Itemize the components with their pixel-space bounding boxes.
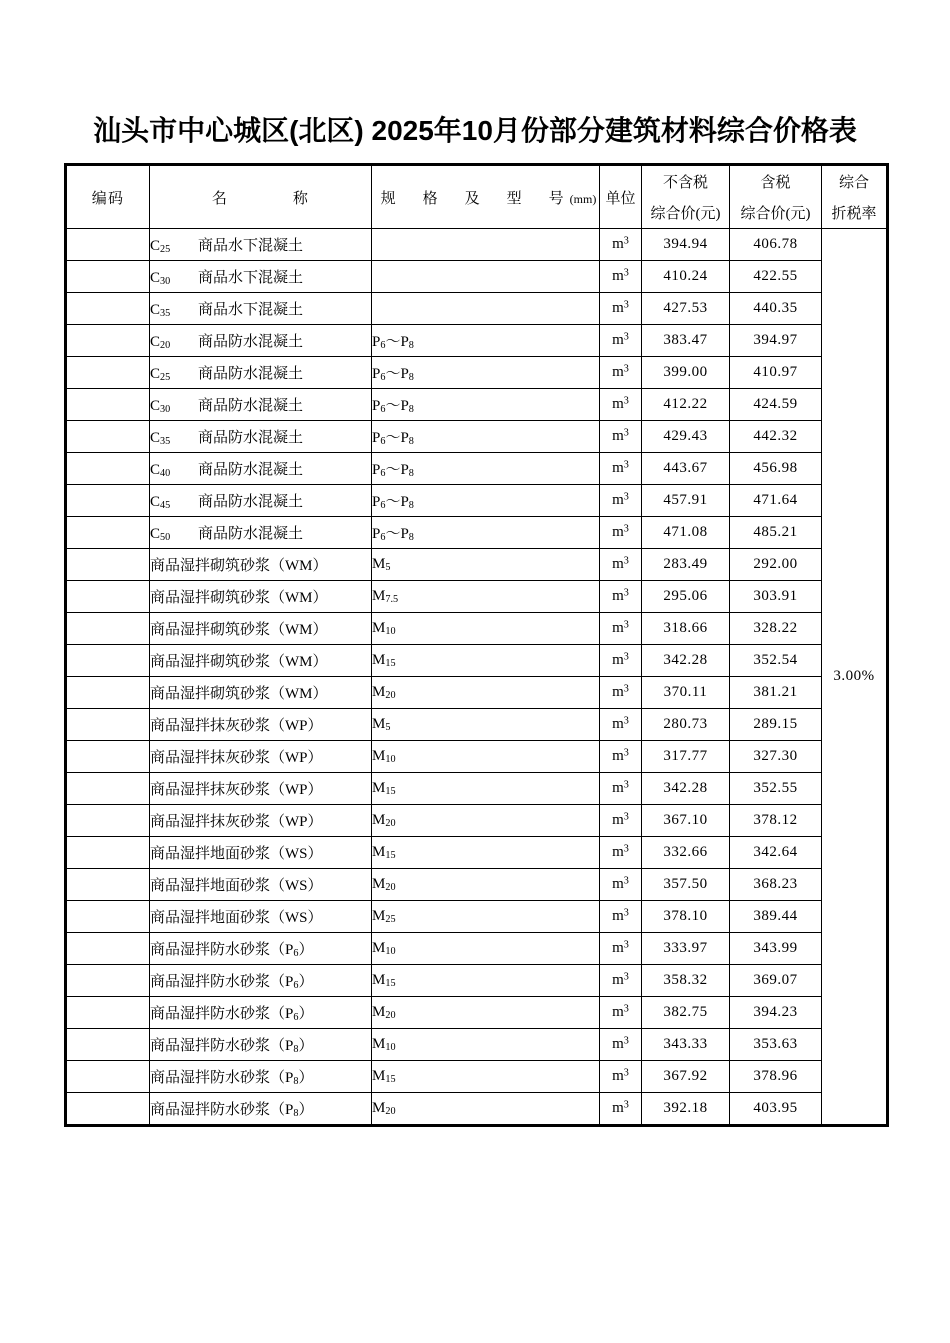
table-row (66, 709, 888, 741)
cell-unit: $m^3$ (600, 805, 642, 837)
cell-code (66, 997, 150, 1029)
cell-posttax-price: 343.99 (730, 933, 822, 965)
cell-posttax-price: 424.59 (730, 389, 822, 421)
cell-pretax-price: 280.73 (642, 709, 730, 741)
cell-pretax-price: 342.28 (642, 645, 730, 677)
cell-posttax-price: 422.55 (730, 261, 822, 293)
cell-pretax-price: 317.77 (642, 741, 730, 773)
cell-spec: $M_{20}$ (372, 997, 600, 1029)
cell-posttax-price: 378.96 (730, 1061, 822, 1093)
cell-code (66, 741, 150, 773)
cell-unit: $m^3$ (600, 741, 642, 773)
table-row (66, 965, 888, 997)
cell-unit: $m^3$ (600, 229, 642, 261)
cell-posttax-price: 378.12 (730, 805, 822, 837)
table-row (66, 261, 888, 293)
cell-unit: $m^3$ (600, 517, 642, 549)
header-label-pretax-top: 不含税 (662, 175, 708, 191)
cell-name: 商品湿拌砌筑砂浆（WM） (150, 581, 372, 613)
table-row (66, 581, 888, 613)
cell-name: 商品湿拌抹灰砂浆（WP） (150, 773, 372, 805)
header-label-posttax-bottom: 综合价(元) (740, 206, 811, 222)
cell-unit: $m^3$ (600, 1029, 642, 1061)
cell-spec (372, 229, 600, 261)
cell-code (66, 965, 150, 997)
cell-posttax-price: 410.97 (730, 357, 822, 389)
cell-spec: $M_{15}$ (372, 645, 600, 677)
cell-unit: $m^3$ (600, 709, 642, 741)
cell-name: $C_{50}$ 商品防水混凝土 (150, 517, 372, 549)
cell-pretax-price: 429.43 (642, 421, 730, 453)
cell-code (66, 901, 150, 933)
cell-name: 商品湿拌抹灰砂浆（WP） (150, 741, 372, 773)
cell-posttax-price: 471.64 (730, 485, 822, 517)
cell-code (66, 1093, 150, 1126)
cell-pretax-price: 283.49 (642, 549, 730, 581)
cell-pretax-price: 318.66 (642, 613, 730, 645)
cell-unit: $m^3$ (600, 357, 642, 389)
cell-code (66, 805, 150, 837)
cell-spec: $M_{20}$ (372, 1093, 600, 1126)
cell-posttax-price: 389.44 (730, 901, 822, 933)
table-row (66, 1061, 888, 1093)
cell-spec: $P_6\sim P_8$ (372, 485, 600, 517)
cell-code (66, 933, 150, 965)
cell-posttax-price: 394.23 (730, 997, 822, 1029)
cell-posttax-price: 442.32 (730, 421, 822, 453)
cell-code (66, 1061, 150, 1093)
cell-name: 商品湿拌砌筑砂浆（WM） (150, 549, 372, 581)
cell-spec: $P_6\sim P_8$ (372, 453, 600, 485)
cell-unit: $m^3$ (600, 901, 642, 933)
cell-spec: $M_{15}$ (372, 773, 600, 805)
table-row (66, 901, 888, 933)
cell-unit: $m^3$ (600, 1093, 642, 1126)
cell-name: 商品湿拌抹灰砂浆（WP） (150, 709, 372, 741)
cell-spec: $M_{10}$ (372, 933, 600, 965)
cell-pretax-price: 370.11 (642, 677, 730, 709)
header-cell-posttax (730, 165, 822, 229)
cell-spec: $M_{20}$ (372, 805, 600, 837)
header-label-spec-unit: (mm) (569, 191, 597, 206)
cell-pretax-price: 383.47 (642, 325, 730, 357)
table-row (66, 1093, 888, 1126)
cell-unit: $m^3$ (600, 773, 642, 805)
cell-posttax-price: 485.21 (730, 517, 822, 549)
cell-spec: $M_{10}$ (372, 741, 600, 773)
header-label-posttax-top: 含税 (760, 175, 791, 191)
cell-pretax-price: 342.28 (642, 773, 730, 805)
cell-pretax-price: 392.18 (642, 1093, 730, 1126)
table-row (66, 229, 888, 261)
cell-posttax-price: 289.15 (730, 709, 822, 741)
table-row (66, 805, 888, 837)
cell-code (66, 453, 150, 485)
cell-code (66, 517, 150, 549)
cell-name: $C_{30}$ 商品水下混凝土 (150, 261, 372, 293)
table-row (66, 1029, 888, 1061)
cell-name: $C_{30}$ 商品防水混凝土 (150, 389, 372, 421)
table-row (66, 421, 888, 453)
cell-name: 商品湿拌砌筑砂浆（WM） (150, 645, 372, 677)
cell-unit: $m^3$ (600, 869, 642, 901)
cell-code (66, 325, 150, 357)
cell-code (66, 485, 150, 517)
cell-code (66, 837, 150, 869)
cell-spec: $P_6\sim P_8$ (372, 325, 600, 357)
header-label-code: 编码 (91, 190, 125, 207)
cell-name: 商品湿拌防水砂浆$(P_6)$ (150, 965, 372, 997)
cell-unit: $m^3$ (600, 485, 642, 517)
cell-posttax-price: 352.55 (730, 773, 822, 805)
table-row (66, 773, 888, 805)
cell-unit: $m^3$ (600, 549, 642, 581)
cell-name: 商品湿拌地面砂浆（WS） (150, 901, 372, 933)
header-label-unit: 单位 (605, 190, 636, 207)
table-row (66, 517, 888, 549)
table-row (66, 613, 888, 645)
cell-unit: $m^3$ (600, 389, 642, 421)
cell-unit: $m^3$ (600, 421, 642, 453)
cell-code (66, 869, 150, 901)
cell-spec: $P_6\sim P_8$ (372, 421, 600, 453)
cell-name: $C_{20}$ 商品防水混凝土 (150, 325, 372, 357)
cell-name: 商品湿拌地面砂浆（WS） (150, 869, 372, 901)
cell-name: 商品湿拌防水砂浆$(P_6)$ (150, 997, 372, 1029)
cell-spec: $M_{15}$ (372, 965, 600, 997)
cell-pretax-price: 399.00 (642, 357, 730, 389)
cell-code (66, 773, 150, 805)
cell-code (66, 709, 150, 741)
table-header (66, 165, 888, 229)
cell-posttax-price: 328.22 (730, 613, 822, 645)
material-price-table (64, 163, 889, 1127)
header-cell-rate (822, 165, 888, 229)
table-row (66, 741, 888, 773)
cell-pretax-price: 394.94 (642, 229, 730, 261)
cell-posttax-price: 369.07 (730, 965, 822, 997)
cell-unit: $m^3$ (600, 677, 642, 709)
cell-unit: $m^3$ (600, 965, 642, 997)
header-label-rate-top: 综合 (838, 175, 869, 191)
table-row (66, 357, 888, 389)
cell-spec (372, 261, 600, 293)
table-row (66, 869, 888, 901)
cell-name: 商品湿拌抹灰砂浆（WP） (150, 805, 372, 837)
price-table-container (64, 163, 886, 1127)
table-row (66, 837, 888, 869)
cell-spec: $M_5$ (372, 549, 600, 581)
header-label-name: 名 称 (211, 190, 310, 207)
cell-pretax-price: 471.08 (642, 517, 730, 549)
header-label-rate-bottom: 折税率 (831, 206, 877, 222)
cell-pretax-price: 378.10 (642, 901, 730, 933)
cell-unit: $m^3$ (600, 837, 642, 869)
cell-code (66, 1029, 150, 1061)
cell-unit: $m^3$ (600, 453, 642, 485)
table-row (66, 997, 888, 1029)
cell-unit: $m^3$ (600, 645, 642, 677)
cell-posttax-price: 456.98 (730, 453, 822, 485)
cell-unit: $m^3$ (600, 293, 642, 325)
cell-code (66, 613, 150, 645)
header-label-pretax-bottom: 综合价(元) (650, 206, 721, 222)
cell-code (66, 581, 150, 613)
cell-name: 商品湿拌防水砂浆$(P_8)$ (150, 1029, 372, 1061)
cell-code (66, 549, 150, 581)
cell-spec: $M_{7.5}$ (372, 581, 600, 613)
table-row (66, 325, 888, 357)
table-body (66, 229, 888, 1126)
cell-pretax-price: 343.33 (642, 1029, 730, 1061)
cell-pretax-price: 410.24 (642, 261, 730, 293)
cell-name: $C_{35}$ 商品水下混凝土 (150, 293, 372, 325)
cell-pretax-price: 295.06 (642, 581, 730, 613)
cell-posttax-price: 353.63 (730, 1029, 822, 1061)
cell-pretax-price: 357.50 (642, 869, 730, 901)
cell-unit: $m^3$ (600, 261, 642, 293)
cell-code (66, 677, 150, 709)
cell-pretax-price: 382.75 (642, 997, 730, 1029)
cell-spec (372, 293, 600, 325)
cell-posttax-price: 394.97 (730, 325, 822, 357)
cell-posttax-price: 352.54 (730, 645, 822, 677)
cell-posttax-price: 381.21 (730, 677, 822, 709)
cell-pretax-price: 367.10 (642, 805, 730, 837)
cell-spec: $M_{20}$ (372, 677, 600, 709)
cell-code (66, 357, 150, 389)
cell-spec: $M_{15}$ (372, 837, 600, 869)
cell-name: 商品湿拌地面砂浆（WS） (150, 837, 372, 869)
cell-posttax-price: 292.00 (730, 549, 822, 581)
cell-spec: $P_6\sim P_8$ (372, 389, 600, 421)
cell-pretax-price: 443.67 (642, 453, 730, 485)
table-row (66, 933, 888, 965)
cell-spec: $M_{20}$ (372, 869, 600, 901)
cell-unit: $m^3$ (600, 997, 642, 1029)
cell-spec: $M_5$ (372, 709, 600, 741)
cell-posttax-price: 368.23 (730, 869, 822, 901)
cell-code (66, 389, 150, 421)
header-row (66, 165, 888, 229)
cell-posttax-price: 406.78 (730, 229, 822, 261)
cell-spec: $P_6\sim P_8$ (372, 517, 600, 549)
cell-spec: $M_{15}$ (372, 1061, 600, 1093)
cell-pretax-price: 358.32 (642, 965, 730, 997)
cell-spec: $M_{10}$ (372, 1029, 600, 1061)
cell-tax-rate: 3.00% (822, 229, 888, 1126)
cell-code (66, 645, 150, 677)
cell-code (66, 293, 150, 325)
cell-name: $C_{35}$ 商品防水混凝土 (150, 421, 372, 453)
header-cell-unit (600, 165, 642, 229)
cell-pretax-price: 457.91 (642, 485, 730, 517)
cell-spec: $M_{25}$ (372, 901, 600, 933)
cell-name: 商品湿拌防水砂浆$(P_8)$ (150, 1093, 372, 1126)
cell-name: $C_{40}$ 商品防水混凝土 (150, 453, 372, 485)
header-label-spec: 规 格 及 型 号 (380, 190, 570, 207)
table-row (66, 389, 888, 421)
cell-pretax-price: 412.22 (642, 389, 730, 421)
table-row (66, 645, 888, 677)
cell-name: $C_{45}$ 商品防水混凝土 (150, 485, 372, 517)
cell-posttax-price: 403.95 (730, 1093, 822, 1126)
cell-unit: $m^3$ (600, 1061, 642, 1093)
cell-unit: $m^3$ (600, 613, 642, 645)
cell-name: $C_{25}$ 商品防水混凝土 (150, 357, 372, 389)
cell-posttax-price: 440.35 (730, 293, 822, 325)
table-row (66, 293, 888, 325)
cell-unit: $m^3$ (600, 581, 642, 613)
page-title: 汕头市中心城区(北区) 2025年10月份部分建筑材料综合价格表 (93, 115, 857, 146)
cell-pretax-price: 367.92 (642, 1061, 730, 1093)
cell-name: 商品湿拌砌筑砂浆（WM） (150, 677, 372, 709)
header-cell-name (150, 165, 372, 229)
cell-pretax-price: 332.66 (642, 837, 730, 869)
table-row (66, 549, 888, 581)
cell-posttax-price: 327.30 (730, 741, 822, 773)
cell-posttax-price: 303.91 (730, 581, 822, 613)
table-row (66, 453, 888, 485)
cell-name: $C_{25}$ 商品水下混凝土 (150, 229, 372, 261)
cell-posttax-price: 342.64 (730, 837, 822, 869)
cell-spec: $M_{10}$ (372, 613, 600, 645)
header-cell-code (66, 165, 150, 229)
table-row (66, 485, 888, 517)
cell-code (66, 229, 150, 261)
header-cell-pretax (642, 165, 730, 229)
cell-pretax-price: 427.53 (642, 293, 730, 325)
header-cell-spec (372, 165, 600, 229)
table-row (66, 677, 888, 709)
cell-name: 商品湿拌防水砂浆$(P_8)$ (150, 1061, 372, 1093)
cell-code (66, 261, 150, 293)
cell-unit: $m^3$ (600, 325, 642, 357)
cell-name: 商品湿拌防水砂浆$(P_6)$ (150, 933, 372, 965)
cell-name: 商品湿拌砌筑砂浆（WM） (150, 613, 372, 645)
cell-unit: $m^3$ (600, 933, 642, 965)
cell-pretax-price: 333.97 (642, 933, 730, 965)
cell-code (66, 421, 150, 453)
cell-spec: $P_6\sim P_8$ (372, 357, 600, 389)
